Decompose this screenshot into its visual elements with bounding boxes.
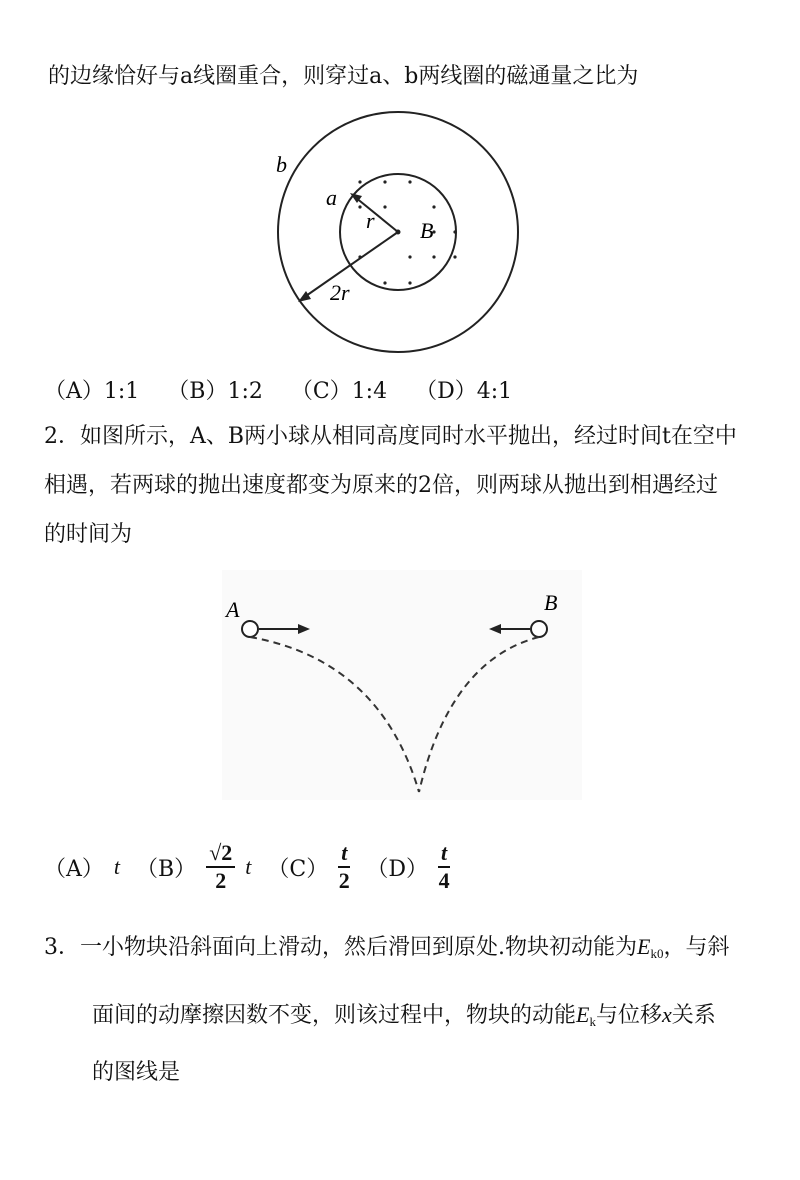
label-B: B [420, 218, 434, 243]
label-b: b [276, 152, 287, 177]
q2-options [44, 840, 450, 894]
q2-opt-b-num: √2 [206, 840, 235, 868]
label-B-ball: B [544, 590, 558, 615]
q2-opt-d-fraction [438, 840, 450, 894]
q2-line-3: 的时间为 [44, 522, 133, 547]
q2-opt-d-key: （D） [366, 856, 428, 882]
q1-opt-a-val: 1:1 [103, 379, 140, 404]
q2-line-2: 相遇，若两球的抛出速度都变为原来的2倍，则两球从抛出到相遇经过 [44, 473, 718, 498]
q2-opt-b-den: 2 [215, 868, 227, 893]
label-2r: 2r [330, 280, 350, 305]
q1-opt-b-key: （B） [167, 379, 228, 404]
q2-opt-b-tail: t [245, 854, 252, 879]
q2-opt-a-val: t [113, 854, 121, 879]
q3-line1-pre: 3．一小物块沿斜面向上滑动，然后滑回到原处.物块初动能为 [44, 935, 637, 960]
q2-opt-c-num: t [338, 840, 350, 868]
q2-opt-d-den: 4 [438, 868, 450, 893]
ball-B [531, 621, 547, 637]
q1-opt-d-key: （D） [415, 379, 477, 404]
label-r: r [366, 208, 375, 233]
q1-options [44, 374, 512, 405]
q2-opt-d-num: t [438, 840, 450, 868]
q2-opt-b-fraction [206, 840, 235, 894]
q1-opt-c-key: （C） [290, 379, 352, 404]
q2-opt-b-key: （B） [136, 856, 197, 882]
q2-opt-c-fraction [338, 840, 350, 894]
label-a: a [326, 185, 337, 210]
q3-ek: $E_k$ [576, 1002, 596, 1029]
q3-line2-pre: 面间的动摩擦因数不变，则该过程中，物块的动能 [92, 1003, 577, 1028]
q1-opt-b-val: 1:2 [227, 379, 263, 404]
q3-line2-mid: 与位移 [595, 1003, 662, 1028]
q2-opt-c-den: 2 [338, 868, 350, 893]
q2-opt-c-key: （C） [267, 856, 329, 882]
q3-line1-post: ，与斜 [663, 935, 730, 960]
q3-line-3: 的图线是 [92, 1060, 181, 1085]
q2-figure-bg [222, 570, 582, 800]
q3-line-2 [92, 1000, 716, 1037]
q3-line-1 [44, 932, 729, 969]
q3-ek0: $E_{k0}$ [637, 934, 664, 961]
q1-opt-a-key: （A） [44, 379, 104, 404]
label-A-ball: A [226, 597, 240, 622]
q1-opt-c-val: 1:4 [351, 379, 388, 404]
q1-opt-d-val: 4:1 [476, 379, 513, 404]
q2-line-1: 2．如图所示，A、B两小球从相同高度同时水平抛出，经过时间t在空中 [44, 424, 737, 449]
ball-A [242, 621, 258, 637]
q2-opt-a-key: （A） [44, 856, 104, 882]
q1-text-line: 的边缘恰好与a线圈重合，则穿过a、b两线圈的磁通量之比为 [48, 64, 639, 89]
q3-line2-post: 关系 [671, 1003, 716, 1028]
q3-x-var: x [661, 1002, 672, 1027]
